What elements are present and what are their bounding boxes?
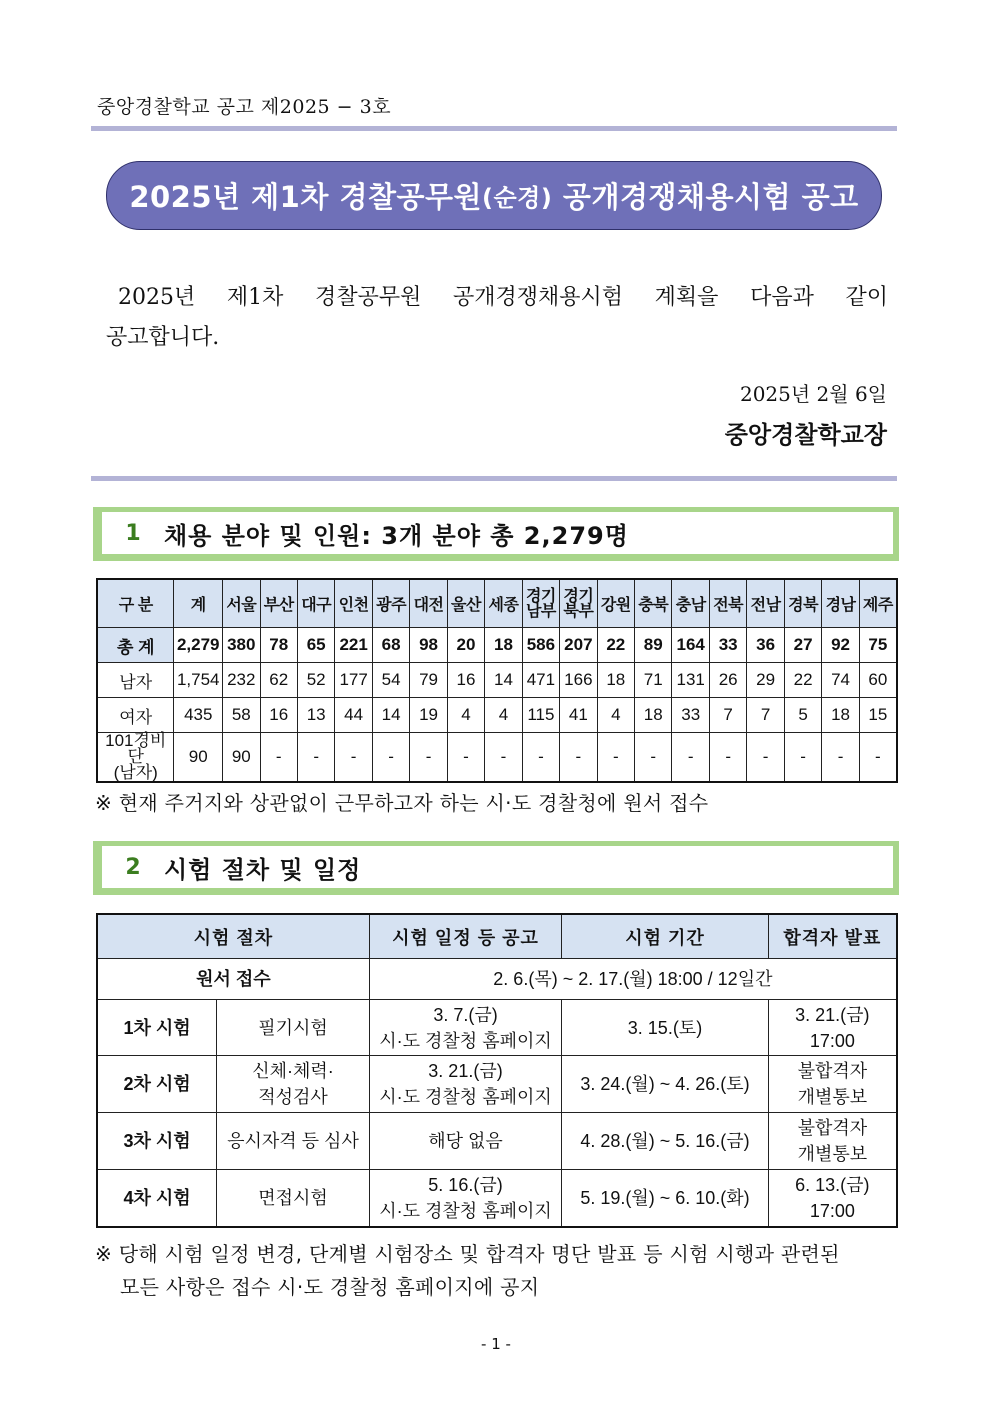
header-cell: 전북 bbox=[709, 579, 746, 628]
table-cell: 58 bbox=[223, 698, 260, 733]
notice-cell bbox=[369, 1000, 562, 1056]
stage-cell: 1차 시험 bbox=[97, 1000, 217, 1056]
table-cell: 5 bbox=[784, 698, 821, 733]
header-cell: 제주 bbox=[859, 579, 897, 628]
stage-cell: 4차 시험 bbox=[97, 1170, 217, 1227]
table-cell: 22 bbox=[597, 628, 634, 663]
notice-number: 중앙경찰학교 공고 제2025 − 3호 bbox=[97, 96, 392, 118]
table-cell: - bbox=[522, 733, 559, 783]
table-cell: 232 bbox=[223, 663, 260, 698]
table-header-row bbox=[97, 579, 897, 628]
header-line: 북부 bbox=[563, 602, 594, 620]
table-row bbox=[97, 1056, 897, 1113]
result-line: 17:00 bbox=[809, 1030, 855, 1051]
table-cell: - bbox=[410, 733, 447, 783]
table-cell: - bbox=[859, 733, 897, 783]
section-2-header bbox=[93, 841, 899, 895]
table-cell: 177 bbox=[335, 663, 372, 698]
section-2-title: 시험 절차 및 일정 bbox=[164, 855, 362, 884]
result-line: 3. 21.(금) bbox=[795, 1004, 870, 1025]
table-cell: - bbox=[335, 733, 372, 783]
table-cell: 20 bbox=[447, 628, 484, 663]
header-cell: 전남 bbox=[747, 579, 784, 628]
section-1-title: 채용 분야 및 인원: 3개 분야 총 2,279명 bbox=[164, 521, 629, 550]
table-cell: 22 bbox=[784, 663, 821, 698]
result-cell bbox=[768, 1056, 897, 1113]
table-cell: - bbox=[784, 733, 821, 783]
table-cell: 26 bbox=[709, 663, 746, 698]
table-cell: 4 bbox=[597, 698, 634, 733]
table-cell: 62 bbox=[260, 663, 297, 698]
title-sub: (순경) bbox=[482, 184, 553, 212]
table-row bbox=[97, 959, 897, 1000]
page-number: - 1 - bbox=[481, 1335, 511, 1353]
table-cell: 471 bbox=[522, 663, 559, 698]
table-cell: 1,754 bbox=[174, 663, 223, 698]
table-cell: 207 bbox=[560, 628, 597, 663]
stage-cell: 2차 시험 bbox=[97, 1056, 217, 1113]
header-cell: 시험 일정 등 공고 bbox=[369, 914, 562, 959]
header-cell: 세종 bbox=[485, 579, 522, 628]
table-cell: - bbox=[372, 733, 409, 783]
table-row bbox=[97, 733, 897, 783]
section-2-number: 2 bbox=[125, 854, 141, 880]
table-cell: 36 bbox=[747, 628, 784, 663]
table-cell: 60 bbox=[859, 663, 897, 698]
row-label-line: (남자) bbox=[113, 763, 158, 782]
table-cell: 18 bbox=[635, 698, 672, 733]
title-main: 2025년 제1차 경찰공무원 bbox=[129, 180, 483, 214]
middle-divider bbox=[91, 476, 897, 481]
table-cell: 166 bbox=[560, 663, 597, 698]
intro-line-1: 2025년 제1차 경찰공무원 공개경쟁채용시험 계획을 다음과 같이 bbox=[118, 285, 888, 310]
result-line: 불합격자 bbox=[797, 1061, 868, 1081]
table-cell: - bbox=[297, 733, 334, 783]
row-label: 총 계 bbox=[97, 628, 174, 663]
section-1-header bbox=[93, 507, 899, 561]
table-cell: 16 bbox=[447, 663, 484, 698]
header-cell: 합격자 발표 bbox=[768, 914, 897, 959]
table-cell: 14 bbox=[372, 698, 409, 733]
issuer: 중앙경찰학교장 bbox=[724, 420, 887, 449]
table-cell: 131 bbox=[672, 663, 709, 698]
table-cell: 18 bbox=[597, 663, 634, 698]
table-cell: 78 bbox=[260, 628, 297, 663]
table-cell: 79 bbox=[410, 663, 447, 698]
table-cell: - bbox=[447, 733, 484, 783]
application-period: 2. 6.(목) ~ 2. 17.(월) 18:00 / 12일간 bbox=[369, 959, 897, 1000]
row-label-line: 101경비단 bbox=[105, 731, 167, 766]
period-cell: 4. 28.(월) ~ 5. 16.(금) bbox=[562, 1113, 768, 1170]
notice-line: 5. 16.(금) bbox=[428, 1174, 503, 1195]
table-cell: 380 bbox=[223, 628, 260, 663]
stage-name: 면접시험 bbox=[217, 1170, 370, 1227]
recruitment-table bbox=[96, 578, 898, 783]
result-line: 불합격자 bbox=[797, 1118, 868, 1138]
table-cell: 4 bbox=[447, 698, 484, 733]
stage-name-line: 신체·체력· bbox=[252, 1061, 334, 1081]
header-cell: 구 분 bbox=[97, 579, 174, 628]
table-cell: 92 bbox=[822, 628, 859, 663]
header-cell: 충남 bbox=[672, 579, 709, 628]
table-cell: - bbox=[485, 733, 522, 783]
table-cell: - bbox=[822, 733, 859, 783]
notice-cell bbox=[369, 1056, 562, 1113]
table-cell: 18 bbox=[485, 628, 522, 663]
header-cell: 광주 bbox=[372, 579, 409, 628]
table-cell: 4 bbox=[485, 698, 522, 733]
table-cell: 41 bbox=[560, 698, 597, 733]
table-cell: 221 bbox=[335, 628, 372, 663]
header-cell: 강원 bbox=[597, 579, 634, 628]
result-cell bbox=[768, 1000, 897, 1056]
header-cell: 부산 bbox=[260, 579, 297, 628]
table-cell: 29 bbox=[747, 663, 784, 698]
table-row bbox=[97, 628, 897, 663]
result-line: 6. 13.(금) bbox=[795, 1174, 870, 1195]
table-row bbox=[97, 1113, 897, 1170]
table-cell: - bbox=[635, 733, 672, 783]
header-cell: 경북 bbox=[784, 579, 821, 628]
header-cell: 시험 절차 bbox=[97, 914, 369, 959]
notice-cell bbox=[369, 1170, 562, 1227]
announcement-date: 2025년 2월 6일 bbox=[739, 382, 887, 406]
intro-text bbox=[106, 278, 888, 358]
table-row bbox=[97, 1000, 897, 1056]
table-cell: - bbox=[709, 733, 746, 783]
table-cell: - bbox=[747, 733, 784, 783]
result-cell bbox=[768, 1113, 897, 1170]
table-cell: 68 bbox=[372, 628, 409, 663]
table-row bbox=[97, 663, 897, 698]
table-cell: 13 bbox=[297, 698, 334, 733]
table-cell: - bbox=[260, 733, 297, 783]
result-line: 개별통보 bbox=[797, 1087, 868, 1107]
header-cell: 대전 bbox=[410, 579, 447, 628]
table-cell: 7 bbox=[709, 698, 746, 733]
table-cell: 16 bbox=[260, 698, 297, 733]
header-line: 경기 bbox=[525, 587, 556, 605]
section-2-note-line-2: 모든 사항은 접수 시·도 경찰청 홈페이지에 공지 bbox=[120, 1275, 540, 1299]
stage-name bbox=[217, 1056, 370, 1113]
header-cell: 충북 bbox=[635, 579, 672, 628]
table-cell: 2,279 bbox=[174, 628, 223, 663]
intro-line-2: 공고합니다. bbox=[106, 325, 220, 350]
table-row bbox=[97, 698, 897, 733]
table-cell: 435 bbox=[174, 698, 223, 733]
table-cell: 19 bbox=[410, 698, 447, 733]
table-cell: 89 bbox=[635, 628, 672, 663]
stage-name-line: 적성검사 bbox=[258, 1087, 328, 1107]
header-cell: 서울 bbox=[223, 579, 260, 628]
period-cell: 5. 19.(월) ~ 6. 10.(화) bbox=[562, 1170, 768, 1227]
stage-name: 응시자격 등 심사 bbox=[217, 1113, 370, 1170]
title-tail: 공개경쟁채용시험 공고 bbox=[552, 180, 859, 214]
header-cell: 시험 기간 bbox=[562, 914, 768, 959]
table-cell: 44 bbox=[335, 698, 372, 733]
section-2-note-line-1: ※ 당해 시험 일정 변경, 단계별 시험장소 및 합격자 명단 발표 등 시험 시행과 관련된 bbox=[95, 1242, 840, 1266]
application-label: 원서 접수 bbox=[97, 959, 369, 1000]
table-cell: 90 bbox=[174, 733, 223, 783]
table-cell: 71 bbox=[635, 663, 672, 698]
result-line: 17:00 bbox=[809, 1200, 855, 1221]
table-cell: 75 bbox=[859, 628, 897, 663]
row-label: 여자 bbox=[97, 698, 174, 733]
table-cell: 14 bbox=[485, 663, 522, 698]
row-label bbox=[97, 733, 174, 783]
stage-name: 필기시험 bbox=[217, 1000, 370, 1056]
header-cell: 울산 bbox=[447, 579, 484, 628]
header-cell: 계 bbox=[174, 579, 223, 628]
table-cell: 164 bbox=[672, 628, 709, 663]
table-cell: 33 bbox=[709, 628, 746, 663]
table-row bbox=[97, 1170, 897, 1227]
result-line: 개별통보 bbox=[797, 1144, 868, 1164]
header-cell bbox=[560, 579, 597, 628]
table-cell: 90 bbox=[223, 733, 260, 783]
header-cell: 경남 bbox=[822, 579, 859, 628]
table-cell: 18 bbox=[822, 698, 859, 733]
table-cell: 54 bbox=[372, 663, 409, 698]
section-1-number: 1 bbox=[125, 520, 141, 546]
notice-line: 3. 21.(금) bbox=[428, 1061, 503, 1081]
table-cell: 115 bbox=[522, 698, 559, 733]
top-divider bbox=[91, 126, 897, 131]
row-label: 남자 bbox=[97, 663, 174, 698]
header-cell: 대구 bbox=[297, 579, 334, 628]
result-cell bbox=[768, 1170, 897, 1227]
notice-line: 시·도 경찰청 홈페이지 bbox=[379, 1200, 552, 1221]
table-cell: 52 bbox=[297, 663, 334, 698]
table-cell: 27 bbox=[784, 628, 821, 663]
section-1-note: ※ 현재 주거지와 상관없이 근무하고자 하는 시·도 경찰청에 원서 접수 bbox=[95, 791, 709, 815]
page-title bbox=[106, 161, 882, 230]
table-cell: 98 bbox=[410, 628, 447, 663]
period-cell: 3. 15.(토) bbox=[562, 1000, 768, 1056]
header-line: 경기 bbox=[563, 587, 594, 605]
schedule-table bbox=[96, 913, 898, 1228]
table-cell: 74 bbox=[822, 663, 859, 698]
period-cell: 3. 24.(월) ~ 4. 26.(토) bbox=[562, 1056, 768, 1113]
notice-line: 시·도 경찰청 홈페이지 bbox=[379, 1087, 552, 1107]
table-cell: 33 bbox=[672, 698, 709, 733]
header-cell bbox=[522, 579, 559, 628]
table-header-row bbox=[97, 914, 897, 959]
header-cell: 인천 bbox=[335, 579, 372, 628]
table-cell: 586 bbox=[522, 628, 559, 663]
table-cell: 65 bbox=[297, 628, 334, 663]
stage-cell: 3차 시험 bbox=[97, 1113, 217, 1170]
notice-line: 3. 7.(금) bbox=[433, 1004, 498, 1025]
table-cell: 7 bbox=[747, 698, 784, 733]
notice-cell: 해당 없음 bbox=[369, 1113, 562, 1170]
table-cell: - bbox=[560, 733, 597, 783]
header-line: 남부 bbox=[525, 602, 556, 620]
notice-line: 시·도 경찰청 홈페이지 bbox=[379, 1030, 552, 1051]
table-cell: - bbox=[597, 733, 634, 783]
table-cell: 15 bbox=[859, 698, 897, 733]
table-cell: - bbox=[672, 733, 709, 783]
